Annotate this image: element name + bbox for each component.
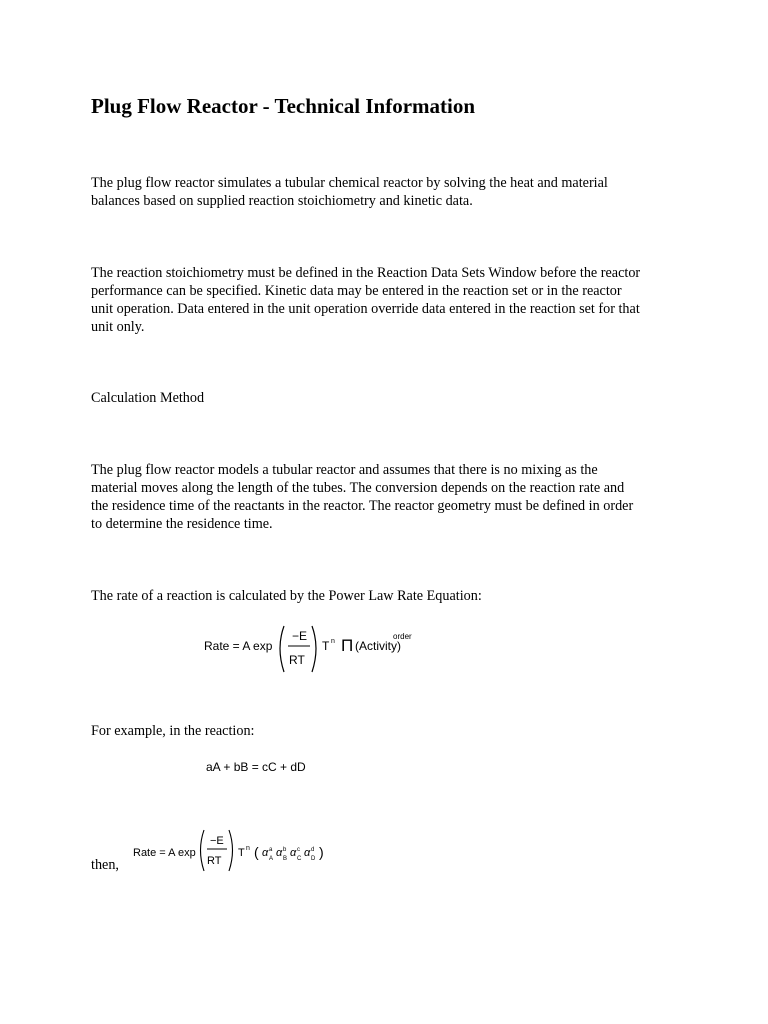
equation-numerator: −E [292, 629, 308, 643]
left-paren [280, 626, 284, 672]
alpha-symbol: α [290, 847, 297, 859]
stoichiometry-line: unit only. [91, 319, 145, 335]
activity-exponent: a [269, 847, 273, 853]
example-numerator: −E [210, 835, 224, 847]
section-heading-calculation-method: Calculation Method [91, 390, 205, 406]
species-subscript: C [297, 856, 302, 862]
activity-exponent: order [393, 632, 412, 641]
species-subscript: A [269, 856, 274, 862]
stoichiometry-paragraph [91, 264, 691, 336]
example-temperature-term: T [238, 847, 245, 859]
activity-exponent: b [283, 847, 287, 853]
product-symbol: Π [341, 636, 354, 655]
method-line: the residence time of the reactants in the reactor. The reactor geometry must be defined in order [91, 498, 634, 514]
example-intro-text: For example, in the reaction: [91, 723, 255, 739]
example-equation-lhs: Rate = A exp [133, 847, 196, 859]
example-temperature-exponent: n [246, 845, 250, 852]
stoichiometry-line: performance can be specified. Kinetic data may be entered in the reaction set or in the reactor [91, 283, 622, 299]
example-denominator: RT [207, 855, 222, 867]
activity-open-paren: ( [254, 844, 259, 860]
alpha-symbol: α [304, 847, 311, 859]
right-paren [312, 626, 316, 672]
species-subscript: D [311, 856, 316, 862]
power-law-equation-graphic [200, 618, 430, 680]
method-paragraph [91, 461, 691, 533]
stoichiometry-line: The reaction stoichiometry must be defined in the Reaction Data Sets Window before the reactor [91, 265, 641, 281]
page-title: Plug Flow Reactor - Technical Information [91, 94, 476, 118]
intro-paragraph [91, 174, 691, 210]
species-subscript: B [283, 856, 288, 862]
equation-lhs: Rate = A exp [204, 639, 273, 653]
activity-close-paren: ) [319, 844, 324, 860]
then-label: then, [91, 857, 119, 873]
method-line: to determine the residence time. [91, 516, 273, 532]
stoichiometry-line: unit operation. Data entered in the unit operation override data entered in the reaction set for that [91, 301, 640, 317]
method-line: The plug flow reactor models a tubular reactor and assumes that there is no mixing as the [91, 462, 598, 478]
temperature-exponent: n [331, 638, 335, 645]
activity-term: (Activity) [355, 639, 401, 653]
alpha-symbol: α [262, 847, 269, 859]
method-line: material moves along the length of the tubes. The conversion depends on the reaction rate and [91, 480, 625, 496]
rate-intro-text: The rate of a reaction is calculated by the Power Law Rate Equation: [91, 588, 482, 604]
equation-denominator: RT [289, 653, 305, 667]
power-law-equation [200, 618, 430, 685]
reaction-equation: aA + bB = cC + dD [206, 760, 306, 774]
activity-exponent: c [297, 847, 300, 853]
alpha-symbol: α [276, 847, 283, 859]
activity-exponent: d [311, 847, 315, 853]
intro-line: balances based on supplied reaction stoichiometry and kinetic data. [91, 193, 473, 209]
intro-line: The plug flow reactor simulates a tubular chemical reactor by solving the heat and material [91, 175, 608, 191]
temperature-term: T [322, 639, 330, 653]
